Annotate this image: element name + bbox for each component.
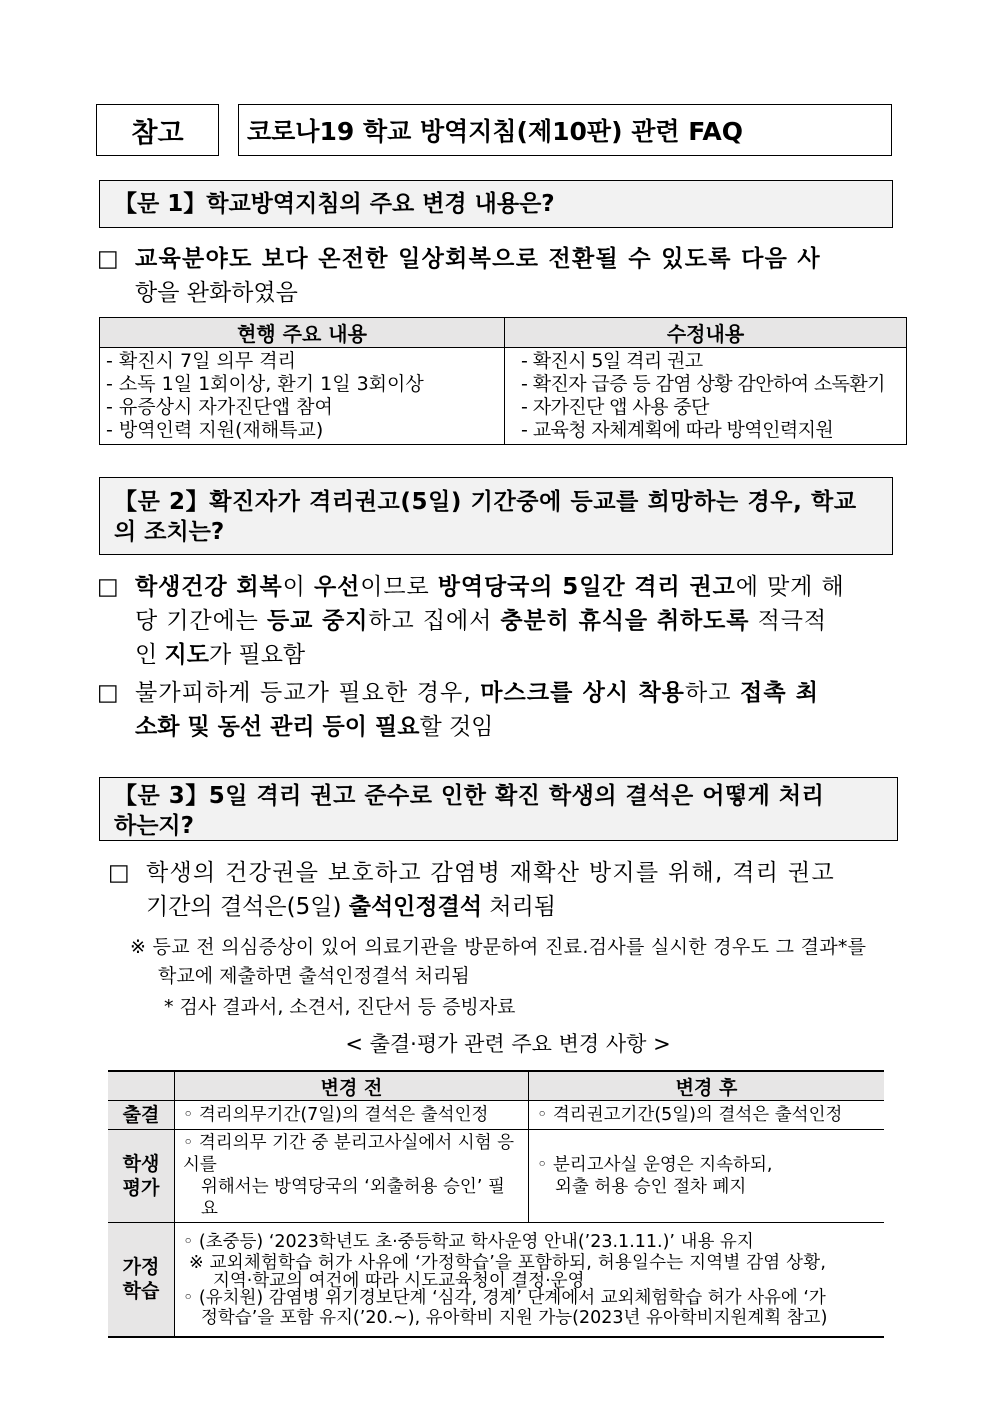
q3-bullet-line1: 학생의 건강권을 보호하고 감염병 재확산 방지를 위해, 격리 권고: [146, 860, 835, 886]
emphasis: 우선: [313, 574, 361, 600]
checkbox-bullet-icon: □: [97, 246, 119, 272]
text-run: 기간의 결석은(5일): [146, 894, 349, 920]
row-label-line: 학생: [122, 1153, 160, 1175]
text-run: 불가피하게 등교가 필요한 경우,: [135, 680, 481, 706]
list-item: - 자가진단 앱 사용 중단: [521, 396, 709, 418]
q3-note-line1: ※ 등교 전 의심증상이 있어 의료기관을 방문하여 진료.검사를 실시한 경우도 그 결과*를: [130, 936, 867, 958]
cell-line: ◦ 격리의무 기간 중 분리고사실에서 시험 응시를: [183, 1133, 515, 1175]
cell-line: ◦ 분리고사실 운영은 지속하되,: [537, 1155, 773, 1175]
emphasis: 학생건강 회복: [135, 574, 283, 600]
row-label-attendance: 출결: [108, 1101, 175, 1130]
cell-line: 외출 허용 승인 절차 폐지: [555, 1177, 747, 1197]
row-label-line: 학습: [122, 1280, 160, 1303]
q1-bullet-line2: 항을 완화하였음: [135, 280, 298, 306]
question-1-text: 【문 1】학교방역지침의 주요 변경 내용은?: [114, 191, 555, 217]
text-run: 에 맞게 해: [735, 574, 845, 600]
q3-bullet: [108, 856, 898, 924]
emphasis: 방역당국의 5일간 격리 권고: [437, 574, 736, 600]
text-run: 적극적: [749, 608, 827, 634]
emphasis: 접촉 최: [740, 680, 820, 706]
row-label-line: 평가: [122, 1177, 160, 1199]
cell-line: ◦ (초중등) ‘2023학년도 초·중등학교 학사운영 안내(’23.1.11.)’ 내용 유지: [183, 1231, 754, 1252]
evaluation-before-cell: [175, 1130, 529, 1223]
row-label-line: 가정: [122, 1256, 160, 1279]
checkbox-bullet-icon: □: [97, 680, 119, 706]
text-run: 이: [282, 574, 314, 600]
list-item: - 유증상시 자가진단앱 참여: [106, 396, 333, 418]
attendance-evaluation-table: [108, 1070, 884, 1338]
table-header-after: 변경 후: [529, 1071, 885, 1101]
row-label-evaluation: [108, 1130, 175, 1223]
question-2-line2: 의 조치는?: [114, 519, 225, 545]
text-run: 처리됨: [482, 894, 557, 920]
attendance-after-cell: ◦ 격리권고기간(5일)의 결석은 출석인정: [529, 1101, 885, 1130]
checkbox-bullet-icon: □: [97, 574, 119, 600]
q3-note-line2: 학교에 제출하면 출석인정결석 처리됨: [158, 965, 470, 987]
reference-label: 참고: [96, 104, 219, 156]
empty-corner-cell: [108, 1071, 175, 1101]
q1-bullet: [97, 242, 897, 310]
q2-bullet-2: [97, 676, 897, 744]
q1-bullet-text: [97, 242, 897, 310]
q2-bullet-1: [97, 570, 897, 672]
attendance-before-cell: ◦ 격리의무기간(7일)의 결석은 출석인정: [175, 1101, 529, 1130]
emphasis: 마스크를 상시 착용: [480, 680, 685, 706]
question-3-line2: 하는지?: [114, 813, 194, 839]
revised-contents-cell: [505, 348, 907, 445]
text-run: 하고 집에서: [368, 608, 501, 634]
list-item: - 확진시 7일 의무 격리: [106, 350, 296, 372]
question-2-line1: 【문 2】확진자가 격리권고(5일) 기간중에 등교를 희망하는 경우, 학교: [114, 489, 857, 515]
emphasis: 출석인정결석: [348, 894, 483, 920]
list-item: - 소독 1일 1회이상, 환기 1일 3회이상: [106, 373, 424, 395]
list-item: - 교육청 자체계획에 따라 방역인력지원: [521, 419, 834, 441]
q1-bullet-line1: 교육분야도 보다 온전한 일상회복으로 전환될 수 있도록 다음 사: [135, 246, 821, 272]
current-contents-cell: [100, 348, 505, 445]
list-item: - 확진시 5일 격리 권고: [521, 350, 703, 372]
cell-line: 정학습’을 포함 유지(’20.~), 유아학비 지원 가능(2023년 유아학비지원계획 참고): [201, 1307, 828, 1328]
emphasis: 등교 중지: [267, 608, 369, 634]
text-run: 할 것임: [419, 714, 494, 740]
list-item: - 확진자 급증 등 감염 상황 감안하여 소독환기: [521, 373, 885, 395]
text-run: 하고: [684, 680, 741, 706]
emphasis: 지도: [164, 642, 209, 668]
emphasis: 소화 및 동선 관리 등이 필요: [135, 714, 420, 740]
q2-bullet-2-text: [97, 676, 897, 744]
table-header-before: 변경 전: [175, 1071, 529, 1101]
q3-footnote: * 검사 결과서, 소견서, 진단서 등 증빙자료: [164, 996, 516, 1018]
question-1-box: [99, 180, 893, 228]
cell-line: 위해서는 방역당국의 ‘외출허용 승인’ 필요: [201, 1177, 505, 1219]
table-header-revised: 수정내용: [505, 318, 907, 348]
question-3-line1: 【문 3】5일 격리 권고 준수로 인한 확진 학생의 결석은 어떻게 처리: [114, 783, 825, 809]
row-label-home-learning: [108, 1223, 175, 1337]
question-2-box: [99, 477, 893, 555]
text-run: 가 필요함: [208, 642, 306, 668]
emphasis: 충분히 휴식을 취하도록: [500, 608, 750, 634]
cell-line: 지역·학교의 여건에 따라 시도교육청이 결정·운영: [213, 1270, 585, 1291]
home-learning-cell: [175, 1223, 885, 1337]
question-3-box: [99, 777, 898, 841]
q1-changes-table: [99, 317, 907, 445]
table-caption: < 출결·평가 관련 주요 변경 사항 >: [345, 1032, 671, 1056]
table-header-current: 현행 주요 내용: [100, 318, 505, 348]
text-run: 인: [135, 642, 165, 668]
q3-bullet-text: [108, 856, 898, 924]
page-title: 코로나19 학교 방역지침(제10판) 관련 FAQ: [238, 104, 892, 156]
text-run: 이므로: [360, 574, 438, 600]
evaluation-after-cell: [529, 1130, 885, 1223]
text-run: 당 기간에는: [135, 608, 268, 634]
checkbox-bullet-icon: □: [108, 860, 130, 886]
list-item: - 방역인력 지원(재해특교): [106, 419, 324, 441]
cell-line: ◦ (유치원) 감염병 위기경보단계 ‘심각, 경계’ 단계에서 교외체험학습 허가 사유에 ‘가: [183, 1287, 826, 1308]
q2-bullet-1-text: [97, 570, 897, 672]
cell-line: ※ 교외체험학습 허가 사유에 ‘가정학습’을 포함하되, 허용일수는 지역별 감염 상황,: [189, 1252, 827, 1273]
